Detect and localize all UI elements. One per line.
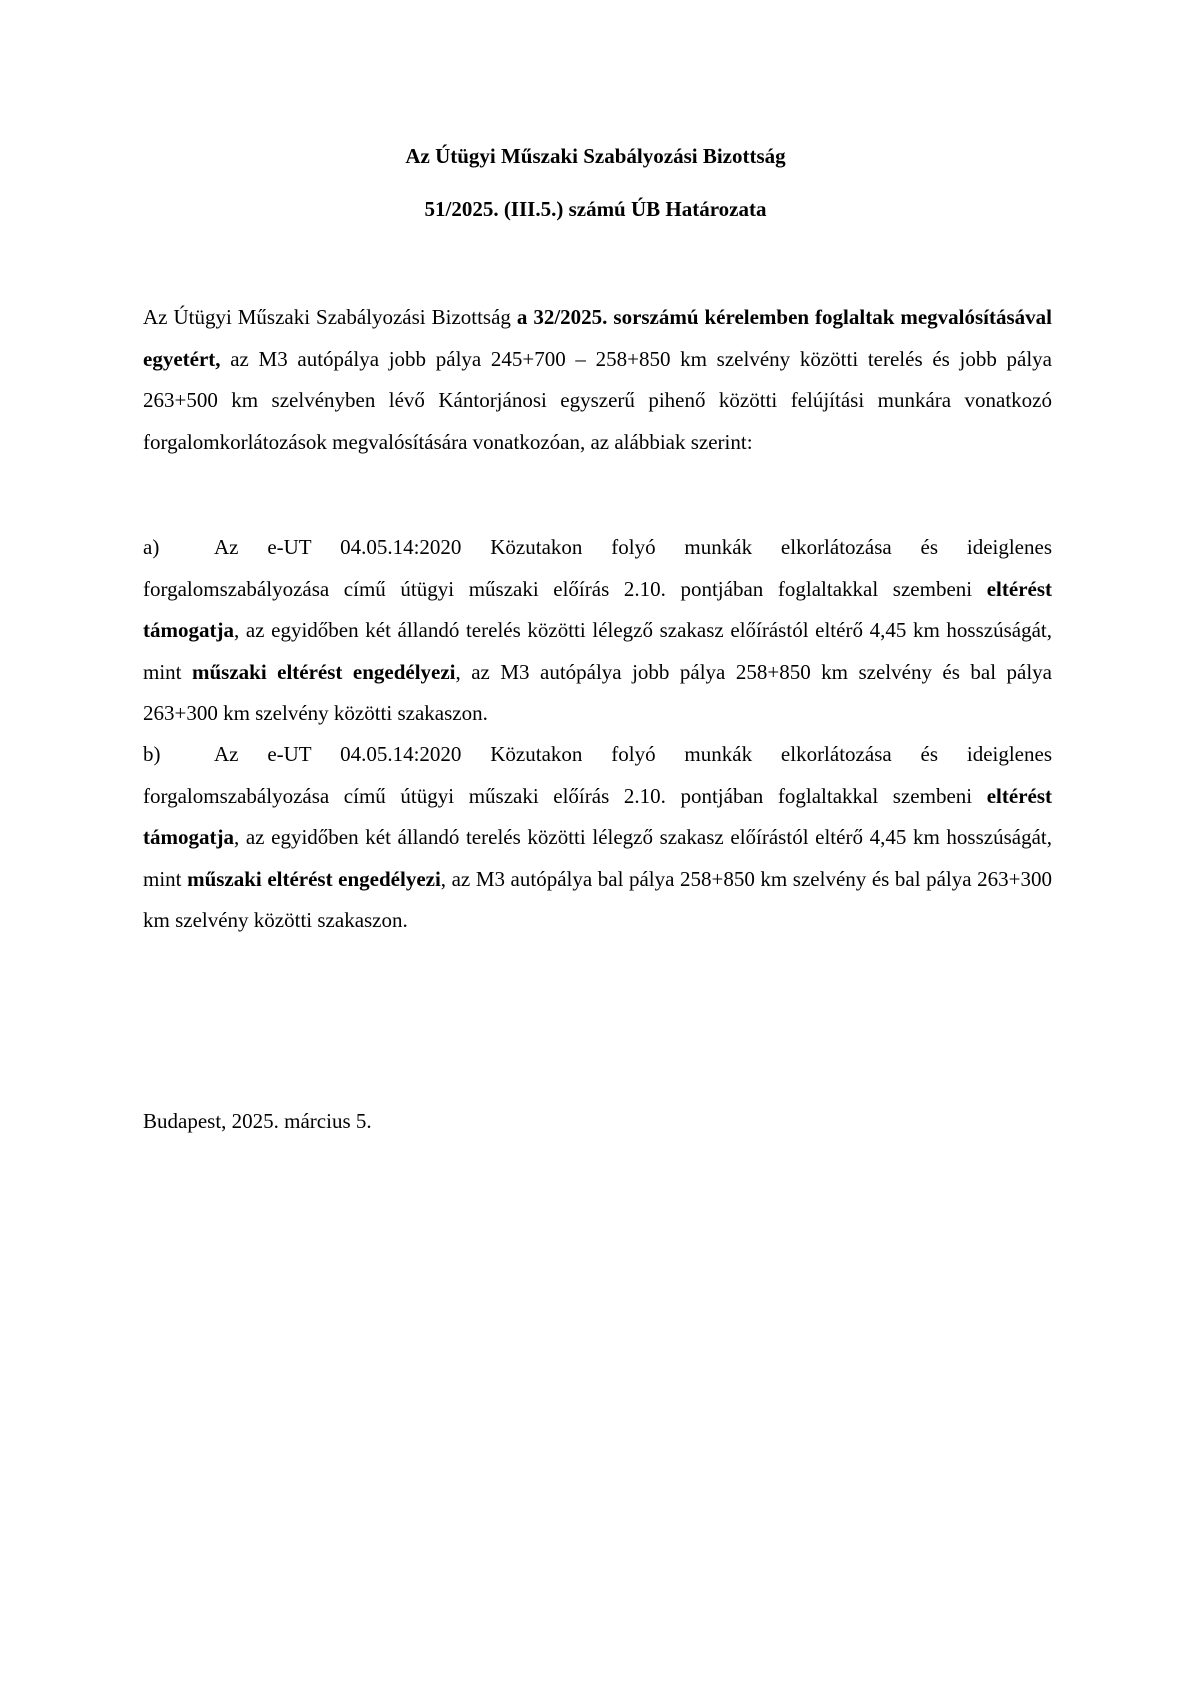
list-marker-b: b) xyxy=(143,742,161,766)
item-a-bold-2: műszaki eltérést engedélyezi xyxy=(191,659,456,684)
list-item-b xyxy=(143,734,1052,942)
document-title-resolution: 51/2025. (III.5.) számú ÚB Határozata xyxy=(424,197,767,221)
item-a-text-1: Az e-UT 04.05.14:2020 Közutakon folyó munkák elkorlátozása és ideiglenes forgalomszabályozása című útügyi műszaki előírás 2.10. pontjában foglaltakkal szembeni xyxy=(143,535,1052,601)
intro-paragraph xyxy=(143,297,1052,463)
list-marker-a: a) xyxy=(143,535,160,559)
intro-text-1: Az Útügyi Műszaki Szabályozási Bizottság xyxy=(143,305,517,329)
item-b-text-3: , az M3 autópálya bal pálya 258+850 km szelvény és bal pálya 263+300 km szelvény közötti szakaszon. xyxy=(143,866,1052,932)
item-b-text-1: Az e-UT 04.05.14:2020 Közutakon folyó munkák elkorlátozása és ideiglenes forgalomszabályozása című útügyi műszaki előírás 2.10. pontjában foglaltakkal szembeni xyxy=(143,742,1052,808)
intro-bold-text: a 32/2025. sorszámú kérelemben foglaltak megvalósításával egyetért, xyxy=(143,305,1053,371)
item-b-text-2: , az egyidőben két állandó terelés közötti lélegző szakasz előírástól eltérő 4,45 km hosszúságát, mint xyxy=(143,825,1052,891)
item-a-bold-1: eltérést támogatja xyxy=(143,576,1052,642)
item-a-text-2: , az egyidőben két állandó terelés közötti lélegző szakasz előírástól eltérő 4,45 km hosszúságát, mint xyxy=(143,618,1052,684)
item-b-bold-2: műszaki eltérést engedélyezi xyxy=(187,866,441,891)
intro-text-2: az M3 autópálya jobb pálya 245+700 – 258+850 km szelvény közötti terelés és jobb pálya 263+500 km szelvényben lévő Kántorjánosi egyszerű pihenő közötti felújítási munkára vonatkozó forgalomkorlátozások megvalósítására vonatkozóan, az alábbiak szerint: xyxy=(143,346,1052,454)
item-b-bold-1: eltérést támogatja xyxy=(143,783,1052,849)
document-title-committee: Az Útügyi Műszaki Szabályozási Bizottság xyxy=(405,144,786,168)
place-and-date: Budapest, 2025. március 5. xyxy=(143,1109,372,1133)
list-item-a xyxy=(143,527,1052,735)
item-a-text-3: , az M3 autópálya jobb pálya 258+850 km szelvény és bal pálya 263+300 km szelvény közötti szakaszon. xyxy=(143,659,1052,725)
